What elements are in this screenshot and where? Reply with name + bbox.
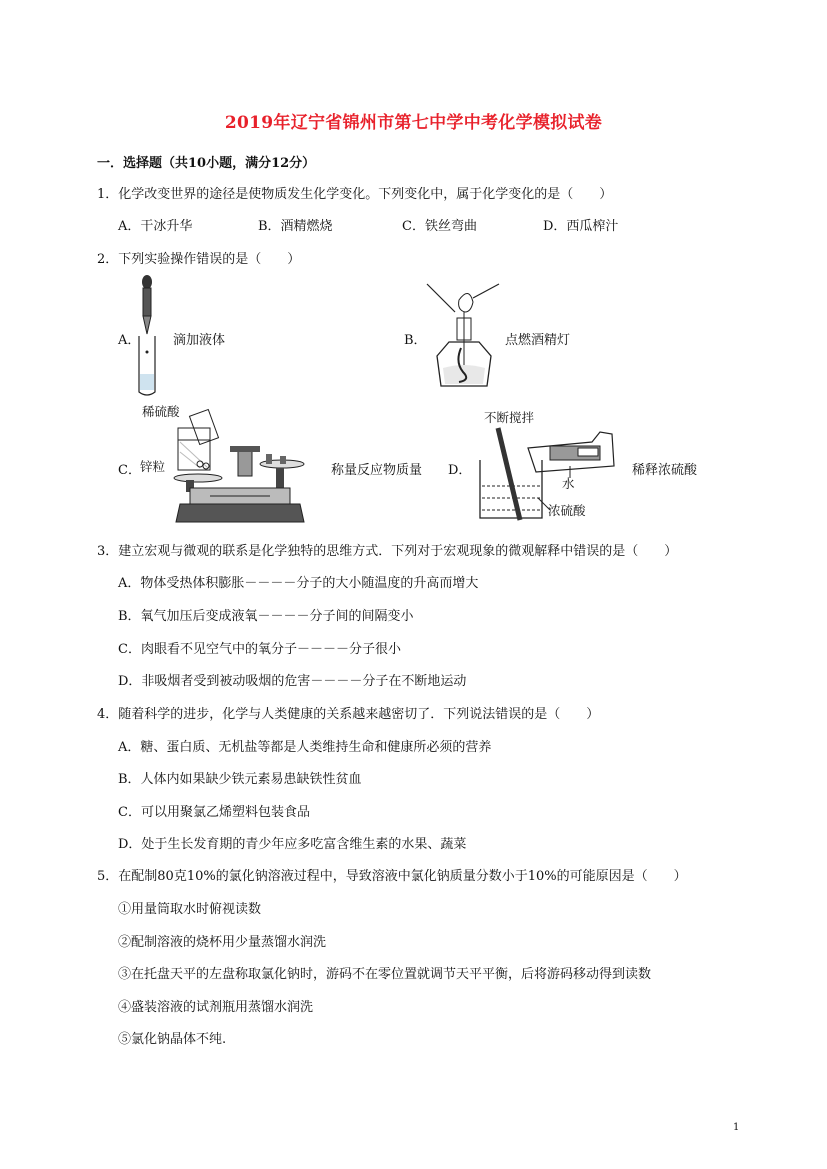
question-2-option-d-text: 稀释浓硫酸	[632, 463, 698, 478]
question-2-option-a-letter[interactable]: A．	[118, 333, 141, 348]
question-4-option-d[interactable]: D．处于生长发育期的青少年应多吃富含维生素的水果、蔬菜	[118, 837, 467, 852]
question-4-option-b[interactable]: B．人体内如果缺少铁元素易患缺铁性贫血	[118, 772, 362, 787]
question-3-option-a[interactable]: A．物体受热体积膨胀－－－－分子的大小随温度的升高而增大	[118, 576, 479, 591]
label-water: 水	[562, 476, 575, 491]
question-4-option-c[interactable]: C．可以用聚氯乙烯塑料包装食品	[118, 805, 310, 820]
question-2-option-c-text: 称量反应物质量	[331, 463, 423, 478]
label-stir: 不断搅拌	[484, 410, 535, 425]
label-zinc: 锌粒	[140, 459, 166, 474]
question-2-option-b-letter[interactable]: B．	[404, 333, 427, 348]
question-1-option-d[interactable]: D．西瓜榨汁	[543, 219, 619, 234]
dropper-testtube-figure	[132, 274, 162, 400]
page-title: 2019年辽宁省锦州市第七中学中考化学模拟试卷	[224, 113, 603, 133]
section-heading: 一．选择题（共10小题，满分12分）	[97, 156, 316, 171]
question-3-option-b[interactable]: B．氧气加压后变成液氧－－－－分子间的间隔变小	[118, 609, 414, 624]
dilution-figure	[466, 406, 616, 524]
question-1-option-c[interactable]: C．铁丝弯曲	[402, 219, 477, 234]
question-2-option-b-text: 点燃酒精灯	[505, 333, 571, 348]
question-4-stem: 4．随着科学的进步，化学与人类健康的关系越来越密切了．下列说法错误的是（ ）	[97, 707, 600, 722]
question-3-option-d[interactable]: D．非吸烟者受到被动吸烟的危害－－－－分子在不断地运动	[118, 674, 467, 689]
question-3-stem: 3．建立宏观与微观的联系是化学独特的思维方式．下列对于宏观现象的微观解释中错误的是（ ）	[97, 544, 678, 559]
question-2-option-c-letter[interactable]: C．	[118, 463, 141, 478]
question-5-item-1: ①用量筒取水时俯视读数	[118, 902, 262, 917]
balance-figure	[140, 400, 305, 526]
question-2-stem: 2．下列实验操作错误的是（ ）	[97, 252, 301, 267]
alcohol-lamp-figure	[425, 282, 505, 392]
label-conc-acid: 浓硫酸	[548, 503, 586, 518]
question-5-item-3: ③在托盘天平的左盘称取氯化钠时，游码不在零位置就调节天平平衡，后将游码移动得到读数	[118, 967, 652, 982]
label-dilute-acid: 稀硫酸	[142, 404, 180, 419]
question-1-option-b[interactable]: B．酒精燃烧	[258, 219, 333, 234]
question-2-option-a-text: 滴加液体	[173, 333, 226, 348]
question-5-item-4: ④盛装溶液的试剂瓶用蒸馏水润洗	[118, 1000, 314, 1015]
question-3-option-c[interactable]: C．肉眼看不见空气中的氧分子－－－－分子很小	[118, 642, 401, 657]
page-number: 1	[733, 1122, 740, 1133]
question-1-option-a[interactable]: A．干冰升华	[118, 219, 193, 234]
question-5-item-5: ⑤氯化钠晶体不纯.	[118, 1032, 227, 1047]
question-4-option-a[interactable]: A．糖、蛋白质、无机盐等都是人类维持生命和健康所必须的营养	[118, 740, 492, 755]
question-2-option-d-letter[interactable]: D．	[448, 463, 472, 478]
question-5-stem: 5．在配制80克10%的氯化钠溶液过程中，导致溶液中氯化钠质量分数小于10%的可能原因是（ ）	[97, 869, 687, 884]
question-5-item-2: ②配制溶液的烧杯用少量蒸馏水润洗	[118, 935, 327, 950]
question-1-stem: 1．化学改变世界的途径是使物质发生化学变化。下列变化中，属于化学变化的是（ ）	[97, 187, 613, 202]
